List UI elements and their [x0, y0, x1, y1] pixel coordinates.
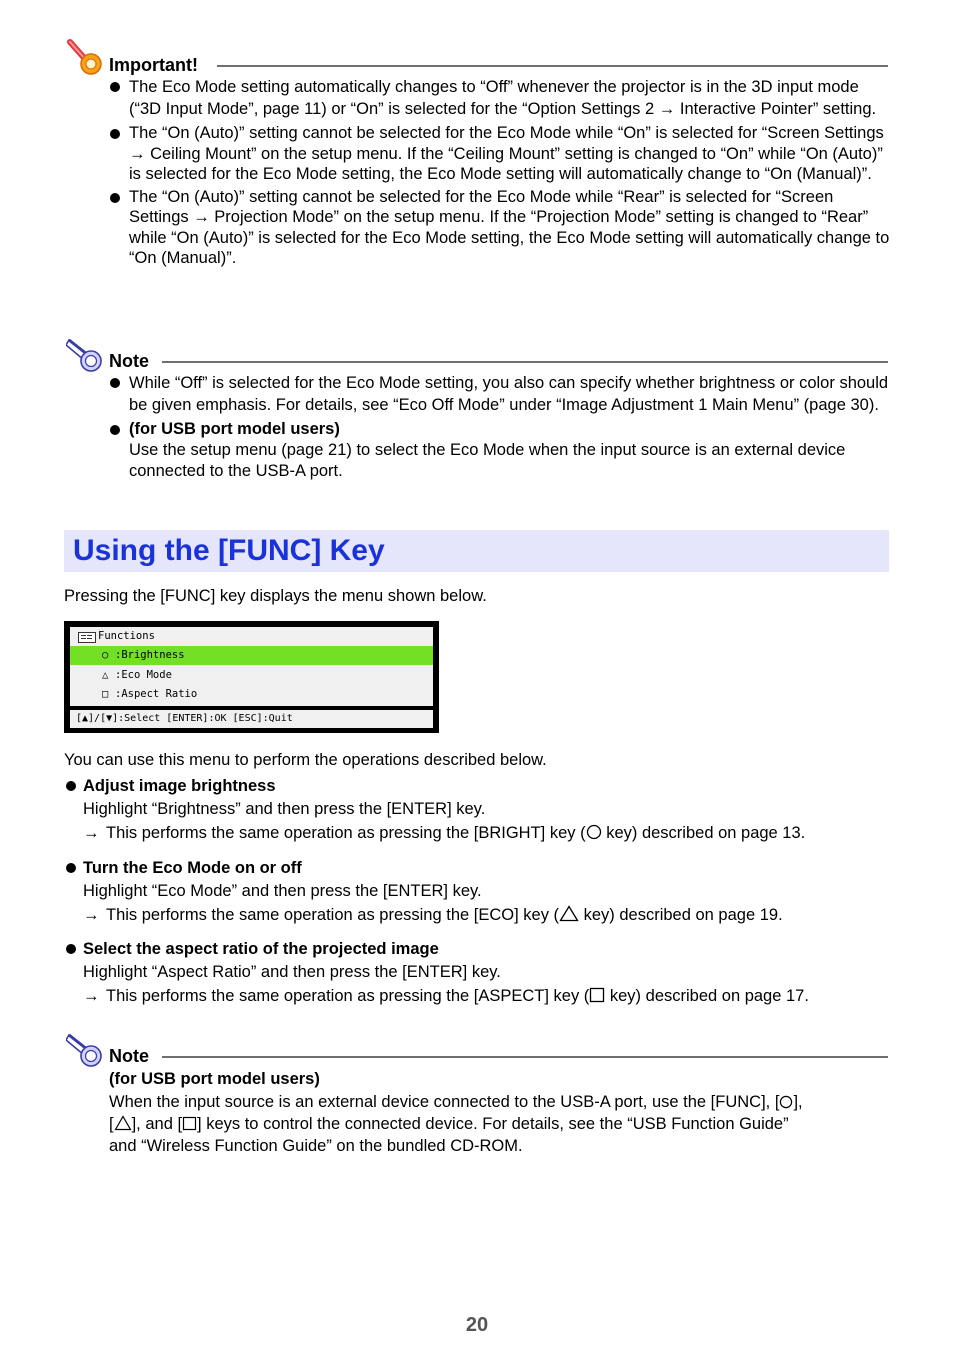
operation-aspect-ratio — [64, 938, 894, 1007]
operation-heading: Adjust image brightness — [64, 775, 894, 797]
important-rule — [217, 65, 888, 67]
bullet-dot-icon — [66, 944, 76, 954]
list-item: The Eco Mode setting automatically changes to “Off” whenever the projector is in the 3D input mode (“3D Input Mode”, page 11) or “On” is selected for the “Option Settings 2 → Interactive Pointer” setting. — [109, 76, 894, 120]
note2-line: [ ], and [ ] keys to control the connected device. For details, see the “USB Function Guide” — [109, 1115, 789, 1133]
section-title: Using the [FUNC] Key — [73, 534, 385, 567]
important-label: Important! — [109, 55, 198, 75]
note-header — [66, 334, 888, 374]
list-item: (for USB port model users) Use the setup menu (page 21) to select the Eco Mode when the input source is an external device connected to the USB-A port. — [109, 419, 894, 482]
right-arrow-icon: → — [83, 824, 100, 842]
note-pencil-icon — [66, 334, 106, 374]
note-subheading: (for USB port model users) — [109, 1070, 320, 1088]
operation-result: → This performs the same operation as pressing the [ASPECT] key ( key) described on page 17. — [83, 987, 809, 1005]
operation-result: → This performs the same operation as pressing the [BRIGHT] key ( key) described on page 13. — [83, 824, 806, 842]
operation-brightness — [64, 775, 894, 844]
menu-description: You can use this menu to perform the operations described below. — [64, 751, 547, 769]
functions-menu-footer: [▲]/[▼]:Select [ENTER]:OK [ESC]:Quit — [70, 710, 433, 728]
square-key-icon — [589, 987, 605, 1003]
list-item: The “On (Auto)” setting cannot be selected for the Eco Mode while “On” is selected for “Screen Settings → Ceiling Mount” on the setup menu. If the “Ceiling Mount” setting is changed to “On” while “On (Auto)” is selected for the Eco Mode setting, the Eco Mode setting will automatically change to “On (Manual)”. — [109, 123, 894, 185]
bullet-dot-icon — [110, 425, 120, 435]
right-arrow-icon: → — [83, 987, 100, 1005]
note-label: Note — [109, 351, 149, 371]
triangle-key-icon — [114, 1115, 132, 1131]
triangle-key-icon — [559, 905, 579, 922]
important-header — [66, 38, 888, 78]
square-key-icon — [182, 1116, 197, 1131]
note-rule — [162, 1056, 888, 1058]
functions-menu-title: Functions — [98, 630, 155, 642]
bullet-dot-icon — [110, 193, 120, 203]
important-pin-icon — [66, 38, 106, 78]
functions-menu-screenshot — [64, 621, 439, 733]
note-list — [109, 372, 894, 482]
functions-menu-item-aspect-ratio: □ :Aspect Ratio — [70, 685, 433, 704]
triangle-key-icon: △ — [102, 669, 109, 681]
list-item: The “On (Auto)” setting cannot be selected for the Eco Mode while “Rear” is selected for “Screen Settings → Projection Mode” on the setup menu. If the “Projection Mode” setting is changed to “Rear” while “On (Auto)” is selected for the Eco Mode setting, the Eco Mode setting will automatically change to “On (Manual)”. — [109, 187, 894, 269]
operation-result: → This performs the same operation as pressing the [ECO] key ( key) described on page 19. — [83, 906, 783, 924]
note-header — [66, 1029, 888, 1069]
functions-menu-title-row — [70, 627, 433, 646]
operation-step: Highlight “Brightness” and then press the [ENTER] key. — [83, 800, 486, 818]
note-label: Note — [109, 1046, 149, 1066]
bullet-dot-icon — [66, 781, 76, 791]
bullet-dot-icon — [66, 863, 76, 873]
operation-step: Highlight “Eco Mode” and then press the [ENTER] key. — [83, 882, 482, 900]
circle-key-icon: ○ — [102, 649, 109, 661]
note2-line: When the input source is an external device connected to the USB-A port, use the [FUNC], [ ], — [109, 1093, 803, 1111]
list-item: While “Off” is selected for the Eco Mode setting, you also can specify whether brightness or color should be given emphasis. For details, see “Eco Off Mode” under “Image Adjustment 1 Main Menu” (page 30). — [109, 372, 894, 416]
bullet-dot-icon — [110, 82, 120, 92]
right-arrow-icon: → — [83, 906, 100, 924]
square-key-icon: □ — [102, 688, 109, 700]
functions-menu-item-brightness: ○ :Brightness — [70, 646, 433, 665]
functions-menu-item-eco-mode: △ :Eco Mode — [70, 666, 433, 685]
note-pencil-icon — [66, 1029, 106, 1069]
note2-line: and “Wireless Function Guide” on the bundled CD-ROM. — [109, 1137, 523, 1155]
operation-heading: Turn the Eco Mode on or off — [64, 857, 894, 879]
circle-key-icon — [779, 1094, 793, 1109]
bullet-dot-icon — [110, 378, 120, 388]
important-list — [109, 76, 894, 269]
note2-body — [109, 1068, 899, 1157]
operation-step: Highlight “Aspect Ratio” and then press the [ENTER] key. — [83, 963, 501, 981]
section-intro: Pressing the [FUNC] key displays the menu shown below. — [64, 587, 487, 605]
note-rule — [162, 361, 888, 363]
section-band — [64, 530, 889, 572]
operation-eco-mode — [64, 857, 894, 926]
note-subheading: (for USB port model users) — [129, 420, 340, 438]
operation-heading: Select the aspect ratio of the projected image — [64, 938, 894, 960]
functions-menu-panel — [70, 627, 433, 706]
page-number: 20 — [465, 1314, 489, 1336]
bullet-dot-icon — [110, 129, 120, 139]
menu-icon — [78, 632, 96, 643]
circle-key-icon — [586, 824, 602, 840]
